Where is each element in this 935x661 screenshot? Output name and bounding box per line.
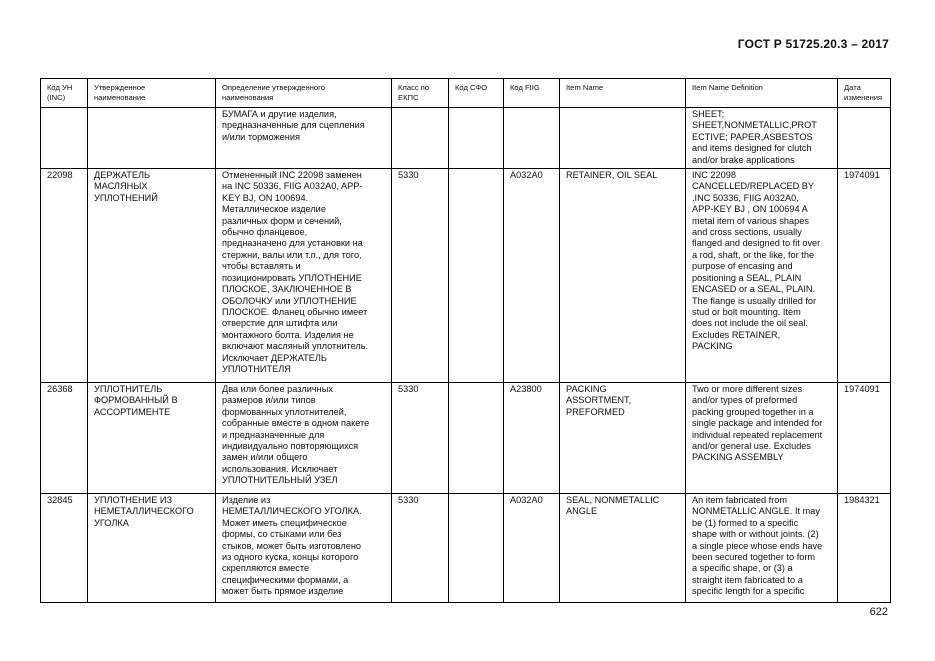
cell-ekps: 5330 [392, 383, 449, 494]
cell-inc: 32845 [41, 494, 88, 603]
table-row [41, 169, 891, 383]
cell-inc [41, 108, 88, 169]
cell-fiig [504, 108, 560, 169]
cell-item-definition: SHEET; SHEET,NONMETALLIC,PROT ECTIVE; PAPER,ASBESTOS and items designed for clutch and/or brake applications [686, 108, 838, 169]
cell-definition-ru: БУМАГА и другие изделия, предназначенные для сцепления и/или торможения [216, 108, 392, 169]
table-row [41, 383, 891, 494]
cell-sfo [449, 383, 504, 494]
cell-sfo [449, 108, 504, 169]
cell-fiig: A032A0 [504, 494, 560, 603]
cell-definition-ru: Изделие из НЕМЕТАЛЛИЧЕСКОГО УГОЛКА. Может иметь специфическое формы, со стыками или без стыков, может быть изготовлено из одного куска, концы которого скрепляются вместе специфическими формами, а может быть прямое изделие [216, 494, 392, 603]
column-header-fiig: Код FIIG [504, 79, 560, 108]
cell-name-ru [88, 108, 216, 169]
cell-name-ru: УПЛОТНИТЕЛЬ ФОРМОВАННЫЙ В АССОРТИМЕНТЕ [88, 383, 216, 494]
column-header-item-definition: Item Name Definition [686, 79, 838, 108]
column-header-inc: Код УН (INC) [41, 79, 88, 108]
cell-item-definition: An item fabricated from NONMETALLIC ANGLE. It may be (1) formed to a specific shape with or without joints. (2) a single piece whose ends have been secured together to form a specific shape, or (3) a straight item fabricated to a specific length for a specific [686, 494, 838, 603]
column-header-item-name: Item Name [560, 79, 686, 108]
cell-fiig: A23800 [504, 383, 560, 494]
cell-ekps [392, 108, 449, 169]
table-row [41, 494, 891, 603]
cell-definition-ru: Отмененный INC 22098 заменен на INC 50336, FIIG A032A0, APP- KEY BJ, ON 100694. Металлическое изделие различных форм и сечений, обычно фланцевое, предназначено для установки на стержни, валы или т.п., для того, чтобы вставлять и позиционировать УПЛОТНЕНИЕ ПЛОСКОЕ, ЗАКЛЮЧЕННОЕ В ОБОЛОЧКУ или УПЛОТНЕНИЕ ПЛОСКОЕ. Фланец обычно имеет отверстие для штифта или монтажного болта. Изделия не включают масляный уплотнитель. Исключает ДЕРЖАТЕЛЬ УПЛОТНИТЕЛЯ [216, 169, 392, 383]
column-header-ekps: Класс по ЕКПС [392, 79, 449, 108]
cell-item-definition: Two or more different sizes and/or types of preformed packing grouped together in a single package and intended for individual repeated replacement and/or general use. Excludes PACKING ASSEMBLY [686, 383, 838, 494]
table-header-row [41, 79, 891, 108]
specification-table [40, 78, 891, 603]
cell-date: 1974091 [838, 383, 891, 494]
column-header-sfo: Код СФО [449, 79, 504, 108]
cell-ekps: 5330 [392, 494, 449, 603]
document-code: ГОСТ Р 51725.20.3 – 2017 [737, 37, 889, 51]
cell-inc: 22098 [41, 169, 88, 383]
table-row [41, 108, 891, 169]
cell-item-name: RETAINER, OIL SEAL [560, 169, 686, 383]
cell-item-name: PACKING ASSORTMENT, PREFORMED [560, 383, 686, 494]
cell-inc: 26368 [41, 383, 88, 494]
cell-date [838, 108, 891, 169]
cell-ekps: 5330 [392, 169, 449, 383]
cell-sfo [449, 169, 504, 383]
cell-date: 1984321 [838, 494, 891, 603]
cell-item-name: SEAL, NONMETALLIC ANGLE [560, 494, 686, 603]
cell-item-name [560, 108, 686, 169]
cell-fiig: A032A0 [504, 169, 560, 383]
cell-name-ru: ДЕРЖАТЕЛЬ МАСЛЯНЫХ УПЛОТНЕНИЙ [88, 169, 216, 383]
cell-name-ru: УПЛОТНЕНИЕ ИЗ НЕМЕТАЛЛИЧЕСКОГО УГОЛКА [88, 494, 216, 603]
cell-date: 1974091 [838, 169, 891, 383]
cell-item-definition: INC 22098 CANCELLED/REPLACED BY .INC 50336, FIIG A032A0, APP-KEY BJ , ON 100694 A metal item of various shapes and cross sections, usually flanged and designed to fit over a rod, shaft, or the like, for the purpose of encasing and positioning a SEAL, PLAIN ENCASED or a SEAL, PLAIN. The flange is usually drilled for stud or bolt mounting. Item does not include the oil seal. Excludes RETAINER, PACKING [686, 169, 838, 383]
cell-definition-ru: Два или более различных размеров и/или типов формованных уплотнителей, собранные вместе в одном пакете и предназначенные для индивидуально повторяющихся замен и/или общего использования. Исключает УПЛОТНИТЕЛЬНЫЙ УЗЕЛ [216, 383, 392, 494]
column-header-name-ru: Утвержденное наименование [88, 79, 216, 108]
column-header-date: Дата изменения [838, 79, 891, 108]
page-number: 622 [869, 606, 888, 618]
column-header-definition-ru: Определение утвержденного наименования [216, 79, 392, 108]
cell-sfo [449, 494, 504, 603]
